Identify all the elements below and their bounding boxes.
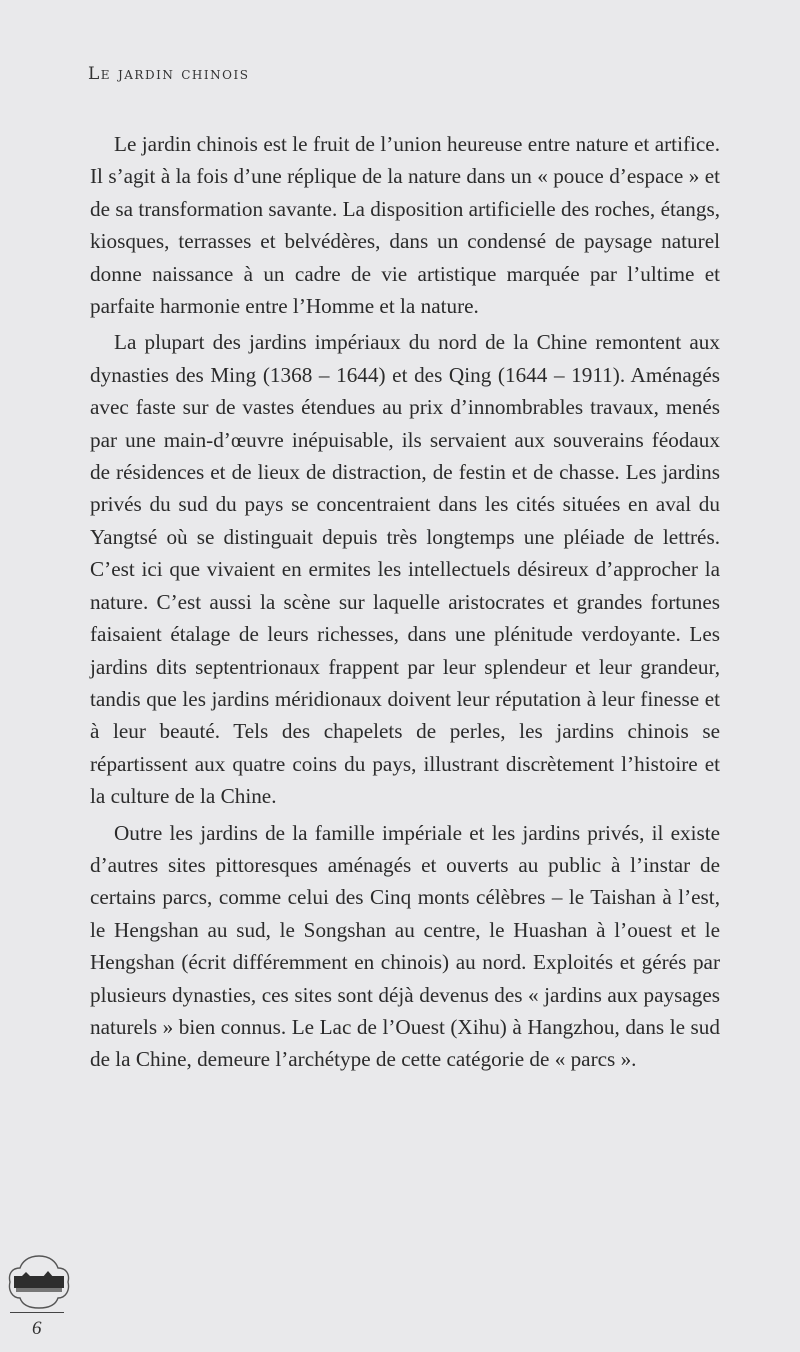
folio-rule: [10, 1312, 64, 1313]
garden-pavilion-ornament-icon: [6, 1252, 72, 1312]
paragraph-3: Outre les jardins de la famille impériale et les jardins privés, il existe d’autres sites pittoresques aménagés et ouverts au public à l’instar de certains parcs, comme celui des Cinq monts célèbres – le Taishan à l’est, le Hengshan au sud, le Songshan au centre, le Huashan à l’ouest et le Hengshan (écrit différemment en chinois) au nord. Exploités et gérés par plusieurs dynasties, ces sites sont déjà devenus des « jardins aux paysages naturels » bien connus. Le Lac de l’Ouest (Xihu) à Hangzhou, dans le sud de la Chine, demeure l’archétype de cette catégorie de « parcs ».: [90, 820, 720, 1072]
paragraph-2: La plupart des jardins impériaux du nord de la Chine remontent aux dynasties des Ming (1368 – 1644) et des Qing (1644 – 1911). Aménagés avec faste sur de vastes étendues au prix d’innombrables travaux, menés par une main-d’œuvre inépuisable, ils servaient aux souverains féodaux de résidences et de lieux de distraction, de festin et de chasse. Les jardins privés du sud du pays se concentraient dans les cités situées en aval du Yangtsé où se distinguait depuis très longtemps une pléiade de lettrés. C’est ici que vivaient en ermites les intellectuels désireux d’approcher la nature. C’est aussi la scène sur laquelle aristocrates et grandes fortunes faisaient étalage de leurs richesses, dans une plénitude verdoyante. Les jardins dits septentrionaux frappent par leur splendeur et leur grandeur, tandis que les jardins méridionaux doivent leur réputation à leur finesse et à leur beauté. Tels des chapelets de perles, les jardins chinois se répartissent aux quatre coins du pays, illustrant discrètement l’histoire et la culture de la Chine.: [90, 330, 720, 809]
body-text: [90, 128, 720, 1080]
running-head: Le jardin chinois: [88, 64, 250, 84]
page-number: 6: [32, 1318, 42, 1339]
paragraph-1: Le jardin chinois est le fruit de l’union heureuse entre nature et artifice. Il s’agit à la fois d’une réplique de la nature dans un « pouce d’espace » et de sa transformation savante. La disposition artificielle des roches, étangs, kiosques, terrasses et belvédères, dans un condensé de paysage naturel donne naissance à un cadre de vie artistique marquée par l’ultime et parfaite harmonie entre l’Homme et la nature.: [90, 132, 720, 319]
